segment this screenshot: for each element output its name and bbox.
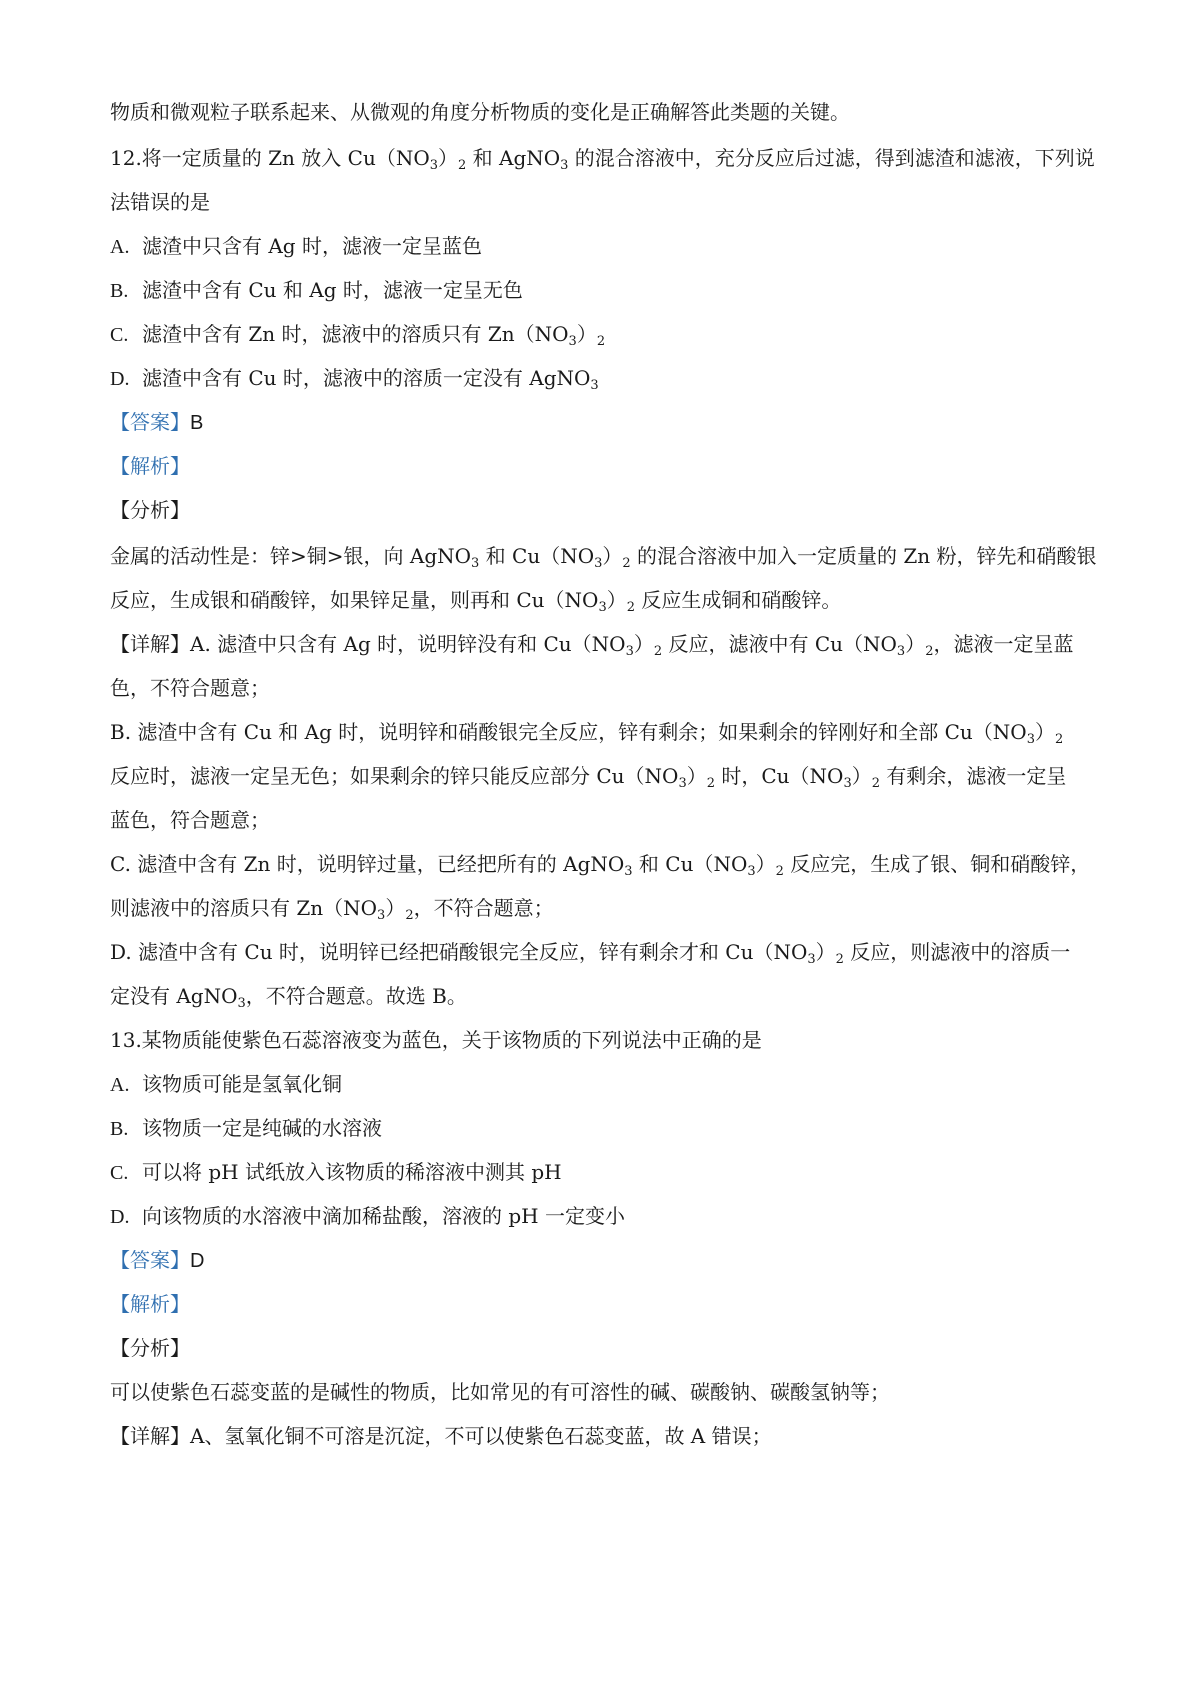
- q13-option-b: B. 该物质一定是纯碱的水溶液: [110, 1116, 382, 1140]
- q12-detail-c-line-1: C. 滤渣中含有 Zn 时，说明锌过量，已经把所有的 AgNO$_3$ 和 $Cu(NO_3)_2$ 反应完，生成了银、铜和硝酸锌，: [110, 852, 1091, 879]
- q12-detail-b-line-2: 反应时，滤液一定呈无色；如果剩余的锌只能反应部分 $Cu(NO_3)_2$ 时，$Cu(NO_3)_2$ 有剩余，滤液一定呈: [110, 764, 1067, 791]
- q13-option-a: A. 该物质可能是氢氧化铜: [110, 1072, 342, 1096]
- q13-detail-a: 【详解】A、氢氧化铜不可溶是沉淀，不可以使紫色石蕊变蓝，故 A 错误；: [110, 1424, 772, 1448]
- q12-stem-line-1: 12.将一定质量的 Zn 放入 $Cu(NO_3)_2$ 和 AgNO$_3$ 的混合溶液中，充分反应后过滤，得到滤渣和滤液，下列说: [110, 146, 1095, 173]
- q13-option-c: C. 可以将 pH 试纸放入该物质的稀溶液中测其 pH: [110, 1160, 562, 1184]
- q12-analysis-line-1: 金属的活动性是：锌>铜>银，向 AgNO$_3$ 和 $Cu(NO_3)_2$ 的混合溶液中加入一定质量的 Zn 粉，锌先和硝酸银: [110, 544, 1097, 571]
- q12-detail-a-line-1: 【详解】A. 滤渣中只含有 Ag 时，说明锌没有和 $Cu(NO_3)_2$ 反应，滤液中有 $Cu(NO_3)_2$，滤液一定呈蓝: [110, 632, 1074, 659]
- q12-detail-b-line-3: 蓝色，符合题意；: [110, 808, 270, 832]
- intro-line: 物质和微观粒子联系起来、从微观的角度分析物质的变化是正确解答此类题的关键。: [110, 100, 850, 124]
- q12-option-b: B. 滤渣中含有 Cu 和 Ag 时，滤液一定呈无色: [110, 278, 523, 302]
- q12-detail-d-line-1: D. 滤渣中含有 Cu 时，说明锌已经把硝酸银完全反应，锌有剩余才和 $Cu(NO_3)_2$ 反应，则滤液中的溶质一: [110, 940, 1071, 967]
- q13-jiexi-heading: 【解析】: [110, 1292, 190, 1316]
- q13-option-d: D. 向该物质的水溶液中滴加稀盐酸，溶液的 pH 一定变小: [110, 1204, 625, 1228]
- q12-detail-a-line-2: 色，不符合题意；: [110, 676, 270, 700]
- q12-answer: 【答案】B: [110, 410, 204, 434]
- q12-fenxi-heading: 【分析】: [110, 498, 190, 522]
- q13-fenxi-heading: 【分析】: [110, 1336, 190, 1360]
- q12-jiexi-heading: 【解析】: [110, 454, 190, 478]
- q13-stem: 13.某物质能使紫色石蕊溶液变为蓝色，关于该物质的下列说法中正确的是: [110, 1028, 762, 1052]
- q13-answer: 【答案】D: [110, 1248, 205, 1272]
- q12-option-c: C. 滤渣中含有 Zn 时，滤液中的溶质只有 $Zn(NO_3)_2$: [110, 322, 606, 349]
- q12-detail-d-line-2: 定没有 AgNO$_3$，不符合题意。故选 B。: [110, 984, 467, 1011]
- q12-detail-c-line-2: 则滤液中的溶质只有 $Zn(NO_3)_2$，不符合题意；: [110, 896, 554, 923]
- q12-option-d: D. 滤渣中含有 Cu 时，滤液中的溶质一定没有 AgNO$_3$: [110, 366, 599, 393]
- q13-analysis: 可以使紫色石蕊变蓝的是碱性的物质，比如常见的有可溶性的碱、碳酸钠、碳酸氢钠等；: [110, 1380, 890, 1404]
- q12-option-a: A. 滤渣中只含有 Ag 时，滤液一定呈蓝色: [110, 234, 482, 258]
- q12-detail-b-line-1: B. 滤渣中含有 Cu 和 Ag 时，说明锌和硝酸银完全反应，锌有剩余；如果剩余的锌刚好和全部 $Cu(NO_3)_2$: [110, 720, 1064, 747]
- q12-analysis-line-2: 反应，生成银和硝酸锌，如果锌足量，则再和 $Cu(NO_3)_2$ 反应生成铜和硝酸锌。: [110, 588, 842, 615]
- q12-stem-line-2: 法错误的是: [110, 190, 210, 214]
